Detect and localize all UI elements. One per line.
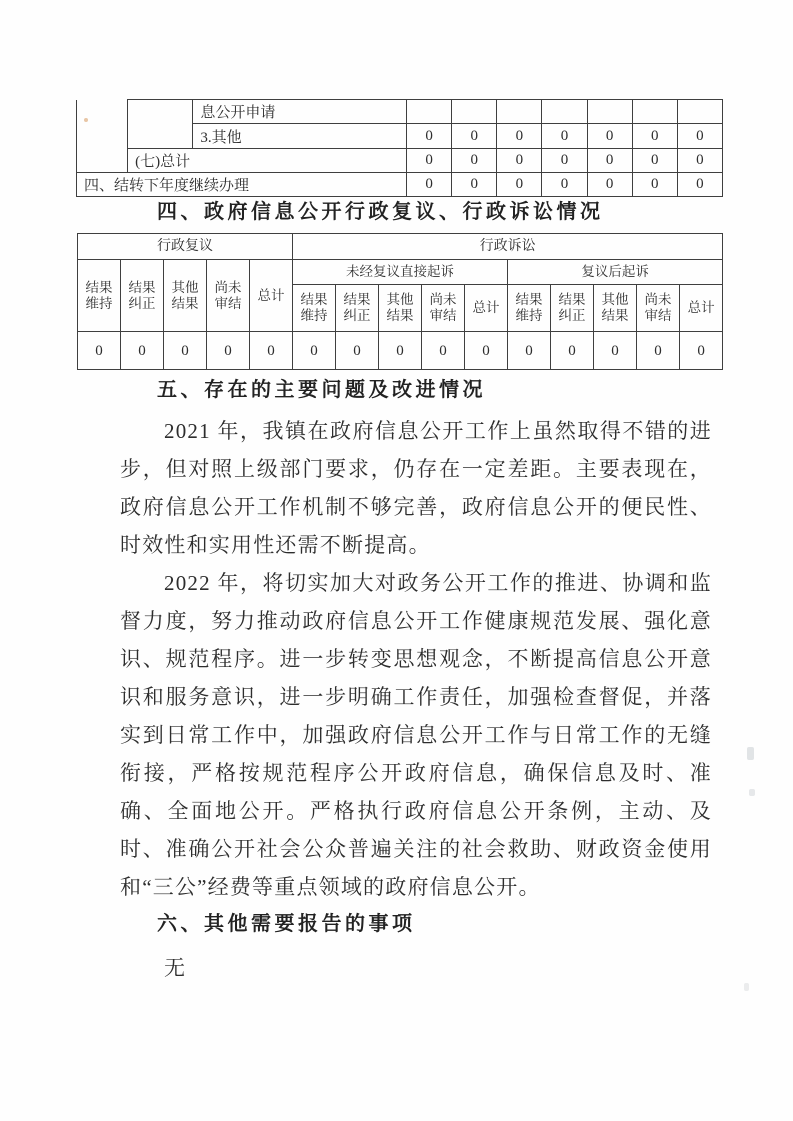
table-cell: 0 xyxy=(164,332,207,370)
table-cell: 0 xyxy=(587,124,632,149)
table-cell: 0 xyxy=(379,332,422,370)
table-cell: 0 xyxy=(452,149,497,173)
outer-category-cell xyxy=(77,100,128,173)
table-cell: 0 xyxy=(637,332,680,370)
table-cell: 0 xyxy=(407,149,452,173)
table-cell: 0 xyxy=(452,173,497,197)
table-cell: 0 xyxy=(587,149,632,173)
review-group-header: 行政复议 xyxy=(78,234,293,260)
row-label: 3.其他 xyxy=(193,124,407,149)
table-cell: 0 xyxy=(587,173,632,197)
column-header: 结果 纠正 xyxy=(551,285,594,332)
column-header: 其他 结果 xyxy=(164,260,207,332)
section-six-heading: 六、其他需要报告的事项 xyxy=(157,913,416,935)
table-cell: 0 xyxy=(632,124,677,149)
direct-suit-subgroup-header: 未经复议直接起诉 xyxy=(293,260,508,285)
table-cell xyxy=(632,100,677,124)
table-cell xyxy=(542,100,587,124)
column-header: 结果 纠正 xyxy=(121,260,164,332)
table-cell: 0 xyxy=(207,332,250,370)
table-cell: 0 xyxy=(78,332,121,370)
table-cell: 0 xyxy=(542,124,587,149)
table-cell: 0 xyxy=(250,332,293,370)
paragraph: 2022 年，将切实加大对政务公开工作的推进、协调和监督力度，努力推动政府信息公开工作健康规范发展、强化意识、规范程序。进一步转变思想观念，不断提高信息公开意识和服务意识，进一步明确工作责任，加强检查督促，并落实到日常工作中，加强政府信息公开工作与日常工作的无缝衔接，严格按规范程序公开政府信息，确保信息及时、准确、全面地公开。严格执行政府信息公开条例，主动、及时、准确公开社会公众普遍关注的社会救助、财政资金使用和“三公”经费等重点领域的政府信息公开。 xyxy=(120,571,712,899)
table-cell: 0 xyxy=(452,124,497,149)
table-cell: 0 xyxy=(407,173,452,197)
section-five-heading: 五、存在的主要问题及改进情况 xyxy=(157,379,486,401)
section-six-body: 无 xyxy=(164,956,187,980)
row-label: 息公开申请 xyxy=(193,100,407,124)
section-four-heading: 四、政府信息公开行政复议、行政诉讼情况 xyxy=(157,201,604,223)
paragraph: 2021 年，我镇在政府信息公开工作上虽然取得不错的进步，但对照上级部门要求，仍存在一定差距。主要表现在，政府信息公开工作机制不够完善，政府信息公开的便民性、时效性和实用性还需不断提高。 xyxy=(120,419,712,557)
inner-category-cell xyxy=(128,100,193,149)
table-cell: 0 xyxy=(422,332,465,370)
scan-artifact xyxy=(84,118,88,122)
table-cell: 0 xyxy=(497,149,542,173)
column-header: 结果 维持 xyxy=(293,285,336,332)
table-cell: 0 xyxy=(677,173,722,197)
review-litigation-table xyxy=(77,233,723,370)
table-cell: 0 xyxy=(632,173,677,197)
table-cell: 0 xyxy=(677,124,722,149)
column-header: 尚未 审结 xyxy=(422,285,465,332)
post-review-suit-subgroup-header: 复议后起诉 xyxy=(508,260,723,285)
table-cell: 0 xyxy=(508,332,551,370)
table-cell: 0 xyxy=(407,124,452,149)
carryover-table xyxy=(76,99,723,197)
table-cell: 0 xyxy=(497,173,542,197)
section-five-body xyxy=(120,412,712,906)
table-cell: 0 xyxy=(551,332,594,370)
column-header: 结果 纠正 xyxy=(336,285,379,332)
table-cell xyxy=(407,100,452,124)
litigation-group-header: 行政诉讼 xyxy=(293,234,723,260)
table-cell xyxy=(587,100,632,124)
column-header: 总计 xyxy=(250,260,293,332)
row-label: (七)总计 xyxy=(128,149,407,173)
table-cell: 0 xyxy=(465,332,508,370)
scan-artifact xyxy=(749,789,755,796)
table-cell xyxy=(497,100,542,124)
row-label: 四、结转下年度继续办理 xyxy=(77,173,407,197)
column-header: 其他 结果 xyxy=(594,285,637,332)
column-header: 总计 xyxy=(680,285,723,332)
column-header: 其他 结果 xyxy=(379,285,422,332)
table-cell xyxy=(452,100,497,124)
table-cell: 0 xyxy=(121,332,164,370)
scan-artifact xyxy=(744,983,749,991)
table-cell: 0 xyxy=(632,149,677,173)
table-cell: 0 xyxy=(542,173,587,197)
table-cell: 0 xyxy=(677,149,722,173)
column-header: 结果 维持 xyxy=(508,285,551,332)
table-cell: 0 xyxy=(293,332,336,370)
table-cell: 0 xyxy=(542,149,587,173)
table-cell: 0 xyxy=(336,332,379,370)
table-cell: 0 xyxy=(594,332,637,370)
column-header: 尚未 审结 xyxy=(207,260,250,332)
table-cell: 0 xyxy=(680,332,723,370)
scan-artifact xyxy=(747,747,754,760)
table-cell: 0 xyxy=(497,124,542,149)
column-header: 尚未 审结 xyxy=(637,285,680,332)
table-cell xyxy=(677,100,722,124)
column-header: 总计 xyxy=(465,285,508,332)
column-header: 结果 维持 xyxy=(78,260,121,332)
